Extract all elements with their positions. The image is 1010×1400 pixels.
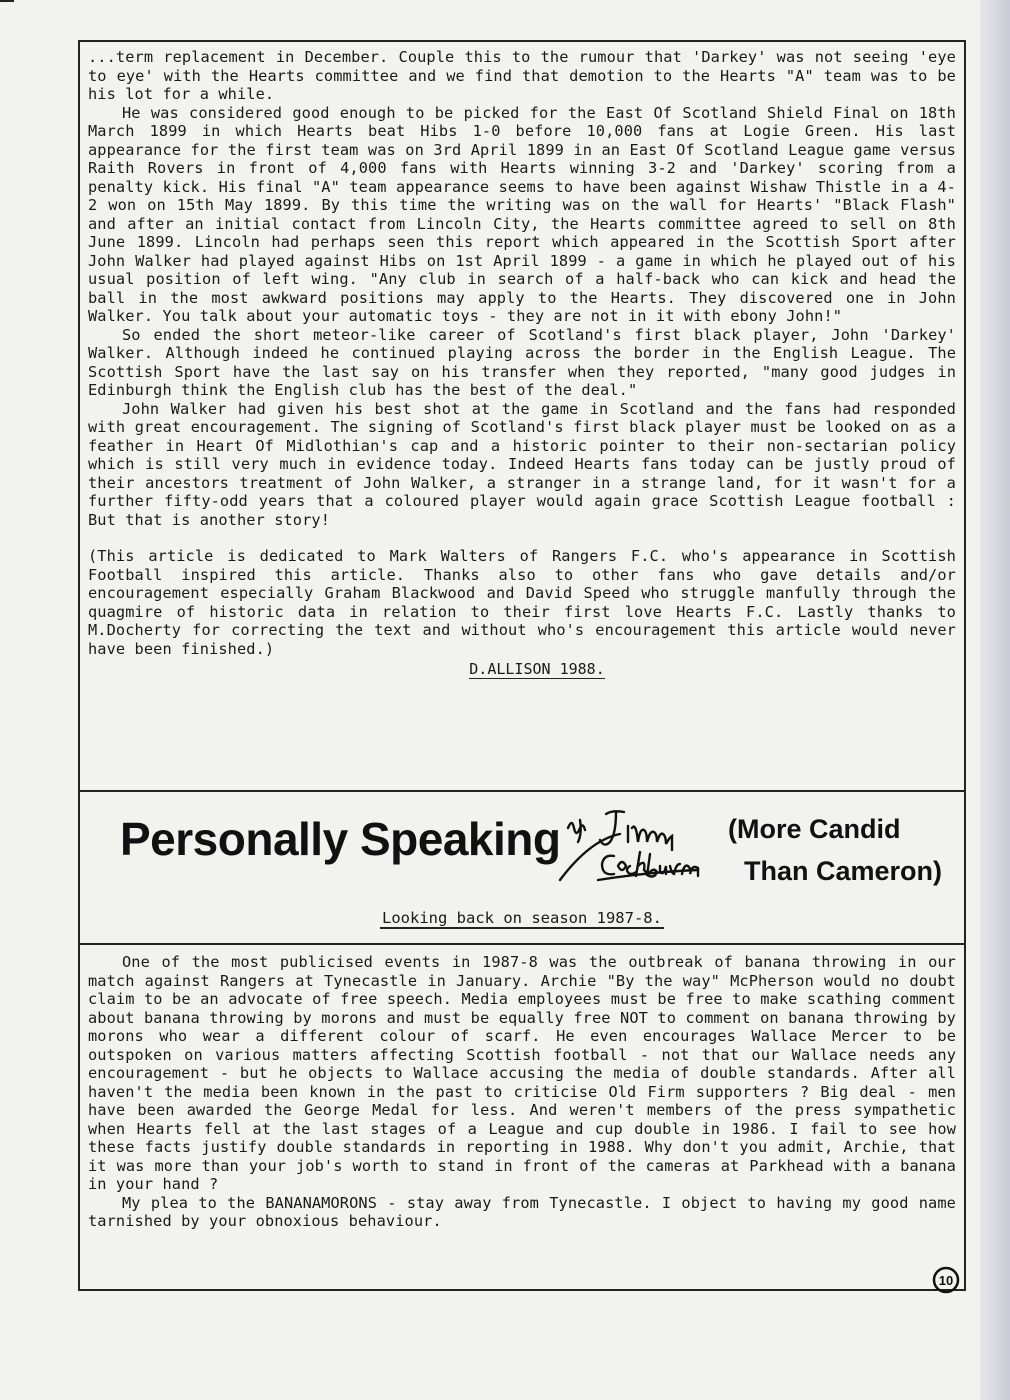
dedication-paragraph: (This article is dedicated to Mark Walters of Rangers F.C. who's appearance in Scottish Football inspired this article. Thanks also to other fans who gave details and/or encouragement especially Graham Blackwood and David Speed who struggle manfully through the quagmire of historic data in relation to their first love Hearts F.C. Lastly thanks to M.Docherty for correcting the text and without who's encouragement this article would never have been finished.) — [88, 547, 956, 658]
subtitle-line-1: (More Candid — [728, 814, 901, 844]
column-body-box — [78, 943, 966, 1291]
article-paragraph: ...term replacement in December. Couple this to the rumour that 'Darkey' was not seeing 'eye to eye' with the Hearts committee and we find that demotion to the Hearts "A" team was to be his lot for a while. — [88, 48, 956, 103]
section-label — [80, 909, 964, 927]
page-number-text: 10 — [938, 1273, 954, 1288]
corner-mark — [0, 0, 14, 2]
article-paragraph: John Walker had given his best shot at the game in Scotland and the fans had responded with great encouragement. The signing of Scotland's first black player must be looked on as a feather in Heart Of Midlothian's cap and a historic pointer to their non-sectarian policy which is still very much in evidence today. Indeed Hearts fans today can be justly proud of their ancestors treatment of John Walker, a stranger in a strange land, for it wasn't for a further fifty-odd years that a coloured player would again grace Scottish League football : But that is another story! — [88, 399, 956, 529]
subtitle-line-2: Than Cameron) — [744, 856, 943, 886]
article-continued-box — [78, 40, 966, 792]
page-edge-shadow — [980, 0, 1010, 1400]
section-label-text: Looking back on season 1987-8. — [382, 909, 662, 927]
author-signature — [88, 660, 956, 678]
column-paragraph: One of the most publicised events in 1987-8 was the outbreak of banana throwing in our match against Rangers at Tynecastle in January. Archie "By the way" McPherson would no doubt claim to be an advocate of free speech. Media employees must be free to make scathing comment about banana throwing by morons and must be equally free NOT to comment on banana throwing by morons who wear a different colour of scarf. He even encourages Wallace Mercer to be outspoken on various matters affecting Scottish football - not that our Wallace needs any encouragement - but he objects to Wallace accusing the media of double standards. After all haven't the media been known in the past to criticise Old Firm supporters ? Big deal - men have been awarded the George Medal for less. And weren't members of the press sympathetic when Hearts fell at the last stages of a League and cup double in 1986. I fail to see how these facts justify double standards in reporting in 1988. Why don't you admit, Archie, that it was more than your job's worth to stand in front of the cameras at Parkhead with a banana in your hand ? — [88, 953, 956, 1193]
column-paragraph: My plea to the BANANAMORONS - stay away from Tynecastle. I object to having my good name tarnished by your obnoxious behaviour. — [88, 1193, 956, 1230]
signature-text: D.ALLISON 1988. — [469, 660, 605, 678]
article-paragraph: So ended the short meteor-like career of Scotland's first black player, John 'Darkey' Walker. Although indeed he continued playing across the border in the English League. The Scottish Sport have the last say on his transfer when they reported, "many good judges in Edinburgh think the English club has the best of the deal." — [88, 325, 956, 399]
column-title: Personally Speaking — [120, 813, 561, 865]
byline-signature-logo — [558, 806, 728, 886]
paragraph-gap — [88, 529, 956, 547]
column-header-box — [78, 790, 966, 945]
page-number-badge — [932, 1266, 960, 1294]
column-subtitle — [728, 808, 942, 892]
article-paragraph: He was considered good enough to be picked for the East Of Scotland Shield Final on 18th March 1899 in which Hearts beat Hibs 1-0 before 10,000 fans at Logie Green. His last appearance for the first team was on 3rd April 1899 in an East Of Scotland League game versus Raith Rovers in front of 4,000 fans with Hearts winning 3-2 and 'Darkey' scoring from a penalty kick. His final "A" team appearance seems to have been against Wishaw Thistle in a 4-2 won on 15th May 1899. By this time the writing was on the wall for Hearts' "Black Flash" and after an initial contact from Lincoln City, the Hearts committee agreed to sell on 8th June 1899. Lincoln had perhaps seen this report which appeared in the Scottish Sport after John Walker had played against Hibs on 1st April 1899 - a game in which he played out of his usual position of left wing. "Any club in search of a half-back who can kick and head the ball in the most awkward positions may apply to the Hearts. They discovered one in John Walker. You talk about your automatic toys - they are not in it with ebony John!" — [88, 103, 956, 325]
